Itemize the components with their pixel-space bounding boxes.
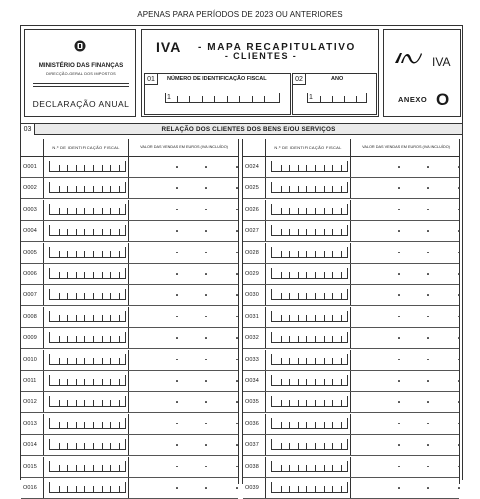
client-row xyxy=(21,200,238,221)
nif-cell xyxy=(265,243,351,263)
row-code: O012 xyxy=(23,399,37,406)
sales-value-input[interactable] xyxy=(351,435,461,455)
row-code: O031 xyxy=(245,313,259,320)
nif-cell xyxy=(43,414,129,434)
client-row xyxy=(21,435,238,456)
client-row xyxy=(243,178,459,199)
client-row xyxy=(21,457,238,478)
sales-value-input[interactable] xyxy=(351,221,461,241)
ministry-box xyxy=(24,29,136,117)
form-title: - MAPA RECAPITULATIVO xyxy=(198,42,356,53)
client-row xyxy=(21,392,238,413)
client-nif-input[interactable] xyxy=(271,396,348,407)
client-nif-input[interactable] xyxy=(271,461,348,472)
row-code: O015 xyxy=(23,463,37,470)
client-nif-input[interactable] xyxy=(271,332,348,343)
top-note: APENAS PARA PERÍODOS DE 2023 OU ANTERIORES xyxy=(137,10,343,19)
sales-value-input[interactable] xyxy=(351,243,461,263)
sales-value-input[interactable] xyxy=(351,264,461,284)
sales-value-input[interactable] xyxy=(129,371,239,391)
sales-value-input[interactable] xyxy=(351,307,461,327)
sales-value-input[interactable] xyxy=(129,457,239,477)
nif-column-header: N.º DE IDENTIFICAÇÃO FISCAL xyxy=(43,139,129,156)
field-number: 02 xyxy=(293,74,306,85)
row-code: O034 xyxy=(245,378,259,384)
client-nif-input[interactable] xyxy=(49,332,126,343)
client-nif-input[interactable] xyxy=(49,247,126,258)
nif-digit: 1 xyxy=(167,94,171,101)
iva-annex-box xyxy=(383,29,461,117)
column-header xyxy=(243,139,459,157)
client-row xyxy=(21,371,238,392)
annex-label: ANEXO xyxy=(398,95,428,104)
nif-cell xyxy=(43,285,129,305)
client-row xyxy=(21,328,238,349)
client-nif-input[interactable] xyxy=(271,268,348,279)
client-row xyxy=(243,221,459,242)
sales-value-input[interactable] xyxy=(129,350,239,370)
client-row xyxy=(21,157,238,178)
nif-cell xyxy=(43,221,129,241)
row-code: O008 xyxy=(23,313,37,320)
client-nif-input[interactable] xyxy=(49,418,126,429)
client-row xyxy=(21,414,238,435)
client-nif-input[interactable] xyxy=(271,354,348,365)
client-nif-input[interactable] xyxy=(49,225,126,236)
nif-cell xyxy=(43,200,129,220)
client-nif-input[interactable] xyxy=(271,375,348,386)
row-code: O028 xyxy=(245,249,259,256)
nif-cell xyxy=(265,371,351,391)
row-code: O004 xyxy=(23,228,37,235)
client-nif-input[interactable] xyxy=(49,354,126,365)
client-row xyxy=(21,264,238,285)
client-row xyxy=(21,221,238,242)
nif-cell xyxy=(265,264,351,284)
sales-value-input[interactable] xyxy=(129,178,239,198)
row-code: O029 xyxy=(245,271,259,277)
row-code: O007 xyxy=(23,292,37,299)
coat-of-arms-icon xyxy=(74,40,86,52)
row-code: O005 xyxy=(23,249,37,256)
sales-value-input[interactable] xyxy=(351,157,461,177)
row-code: O025 xyxy=(245,185,259,192)
nif-cell xyxy=(265,392,351,412)
client-nif-input[interactable] xyxy=(49,375,126,386)
field-label: NÚMERO DE IDENTIFICAÇÃO FISCAL xyxy=(167,76,267,82)
field-02-year xyxy=(292,73,377,115)
sales-value-input[interactable] xyxy=(129,221,239,241)
client-row xyxy=(243,328,459,349)
annex-letter: O xyxy=(436,90,450,109)
digit-ticks xyxy=(166,96,279,102)
sales-value-input[interactable] xyxy=(351,285,461,305)
client-row xyxy=(243,478,459,499)
year-input[interactable] xyxy=(307,93,367,103)
field-number: 01 xyxy=(145,74,158,85)
client-nif-input[interactable] xyxy=(49,289,126,300)
client-nif-input[interactable] xyxy=(49,161,126,172)
row-code: O011 xyxy=(23,378,37,384)
nif-cell xyxy=(265,200,351,220)
nif-cell xyxy=(43,307,129,327)
sales-value-input[interactable] xyxy=(351,328,461,348)
client-nif-input[interactable] xyxy=(49,182,126,193)
section-number: 03 xyxy=(21,124,35,135)
row-code: O013 xyxy=(23,420,37,427)
right-client-column xyxy=(242,139,460,491)
client-row xyxy=(243,200,459,221)
nif-input[interactable] xyxy=(165,93,280,103)
row-code: O002 xyxy=(23,185,37,192)
sales-value-input[interactable] xyxy=(129,478,239,498)
sales-value-input[interactable] xyxy=(129,435,239,455)
row-code: O026 xyxy=(245,206,259,213)
nif-cell xyxy=(43,478,129,498)
client-row xyxy=(21,478,238,499)
year-digit: 1 xyxy=(309,94,313,101)
iva-logo-icon xyxy=(393,50,423,66)
sales-value-input[interactable] xyxy=(129,157,239,177)
sales-value-input[interactable] xyxy=(129,285,239,305)
sales-value-input[interactable] xyxy=(351,478,461,498)
title-box xyxy=(141,29,379,117)
sales-value-input[interactable] xyxy=(129,307,239,327)
nif-cell xyxy=(43,392,129,412)
row-code: O030 xyxy=(245,292,259,299)
row-code: O033 xyxy=(245,356,259,363)
row-code: O014 xyxy=(23,442,37,449)
row-code: O006 xyxy=(23,271,37,277)
client-nif-input[interactable] xyxy=(271,161,348,172)
nif-cell xyxy=(43,157,129,177)
nif-cell xyxy=(43,178,129,198)
sales-value-input[interactable] xyxy=(351,457,461,477)
column-header xyxy=(21,139,238,157)
value-column-header: VALOR DAS VENDAS EM EUROS (IVA INCLUÍDO) xyxy=(362,145,450,149)
left-client-column xyxy=(21,139,239,491)
sales-value-input[interactable] xyxy=(129,243,239,263)
client-nif-input[interactable] xyxy=(49,396,126,407)
nif-cell xyxy=(43,457,129,477)
tax-title: IVA xyxy=(156,39,182,55)
row-code: O036 xyxy=(245,420,259,427)
form-subtitle: - CLIENTES - xyxy=(224,51,298,61)
client-nif-input[interactable] xyxy=(271,439,348,450)
row-code: O039 xyxy=(245,485,259,491)
client-nif-input[interactable] xyxy=(49,311,126,322)
declaration-type: DECLARAÇÃO ANUAL xyxy=(32,99,130,109)
form-sheet xyxy=(20,25,463,491)
row-code: O032 xyxy=(245,335,259,342)
field-01-nif xyxy=(144,73,291,115)
nif-cell xyxy=(43,243,129,263)
nif-cell xyxy=(265,157,351,177)
client-nif-input[interactable] xyxy=(271,204,348,215)
logo-text: IVA xyxy=(432,55,451,69)
client-row xyxy=(243,243,459,264)
nif-cell xyxy=(265,285,351,305)
nif-cell xyxy=(43,435,129,455)
nif-cell xyxy=(265,457,351,477)
sales-value-input[interactable] xyxy=(129,264,239,284)
client-nif-input[interactable] xyxy=(271,225,348,236)
sales-value-input[interactable] xyxy=(351,414,461,434)
row-code: O038 xyxy=(245,463,259,470)
client-row xyxy=(21,350,238,371)
directorate-name: DIRECÇÃO-GERAL DOS IMPOSTOS xyxy=(46,72,116,76)
client-row xyxy=(243,264,459,285)
nif-cell xyxy=(265,307,351,327)
nif-cell xyxy=(265,478,351,498)
digit-ticks xyxy=(308,96,366,102)
sales-value-input[interactable] xyxy=(129,200,239,220)
nif-cell xyxy=(43,264,129,284)
client-nif-input[interactable] xyxy=(271,311,348,322)
client-row xyxy=(243,371,459,392)
client-row xyxy=(21,285,238,306)
sales-value-input[interactable] xyxy=(351,392,461,412)
sales-value-input[interactable] xyxy=(351,350,461,370)
row-code: O024 xyxy=(245,164,259,170)
row-code: O010 xyxy=(23,356,37,363)
client-nif-input[interactable] xyxy=(49,439,126,450)
row-code: O037 xyxy=(245,442,259,449)
nif-cell xyxy=(265,178,351,198)
client-row xyxy=(243,307,459,328)
client-nif-input[interactable] xyxy=(271,482,348,493)
row-code: O035 xyxy=(245,399,259,406)
client-row xyxy=(21,178,238,199)
client-nif-input[interactable] xyxy=(49,204,126,215)
nif-cell xyxy=(265,328,351,348)
client-nif-input[interactable] xyxy=(49,461,126,472)
field-label: ANO xyxy=(331,76,344,82)
client-row xyxy=(21,307,238,328)
nif-column-header: N.º DE IDENTIFICAÇÃO FISCAL xyxy=(265,139,351,156)
row-code: O027 xyxy=(245,228,259,235)
sales-value-input[interactable] xyxy=(129,328,239,348)
client-row xyxy=(243,435,459,456)
client-row xyxy=(243,414,459,435)
client-row xyxy=(21,243,238,264)
row-code: O016 xyxy=(23,485,37,491)
nif-cell xyxy=(265,414,351,434)
client-nif-input[interactable] xyxy=(49,482,126,493)
client-row xyxy=(243,285,459,306)
row-code: O001 xyxy=(23,164,37,170)
client-row xyxy=(243,350,459,371)
section-title: RELAÇÃO DOS CLIENTES DOS BENS E/OU SERVIÇOS xyxy=(161,126,336,133)
client-nif-input[interactable] xyxy=(49,268,126,279)
row-code: O003 xyxy=(23,206,37,213)
value-column-header: VALOR DAS VENDAS EM EUROS (IVA INCLUÍDO) xyxy=(140,145,228,149)
client-nif-input[interactable] xyxy=(271,247,348,258)
divider xyxy=(33,83,129,84)
client-row xyxy=(243,392,459,413)
sales-value-input[interactable] xyxy=(129,414,239,434)
nif-cell xyxy=(265,221,351,241)
row-code: O009 xyxy=(23,335,37,342)
sales-value-input[interactable] xyxy=(351,200,461,220)
client-row xyxy=(243,157,459,178)
ministry-name: MINISTÉRIO DAS FINANÇAS xyxy=(38,62,124,69)
client-nif-input[interactable] xyxy=(271,182,348,193)
nif-cell xyxy=(43,328,129,348)
section-03-header xyxy=(21,123,462,135)
nif-cell xyxy=(43,371,129,391)
client-nif-input[interactable] xyxy=(271,418,348,429)
nif-cell xyxy=(265,435,351,455)
nif-cell xyxy=(265,350,351,370)
divider xyxy=(33,86,129,87)
sales-value-input[interactable] xyxy=(351,371,461,391)
nif-cell xyxy=(43,350,129,370)
sales-value-input[interactable] xyxy=(351,178,461,198)
client-row xyxy=(243,457,459,478)
sales-value-input[interactable] xyxy=(129,392,239,412)
client-nif-input[interactable] xyxy=(271,289,348,300)
